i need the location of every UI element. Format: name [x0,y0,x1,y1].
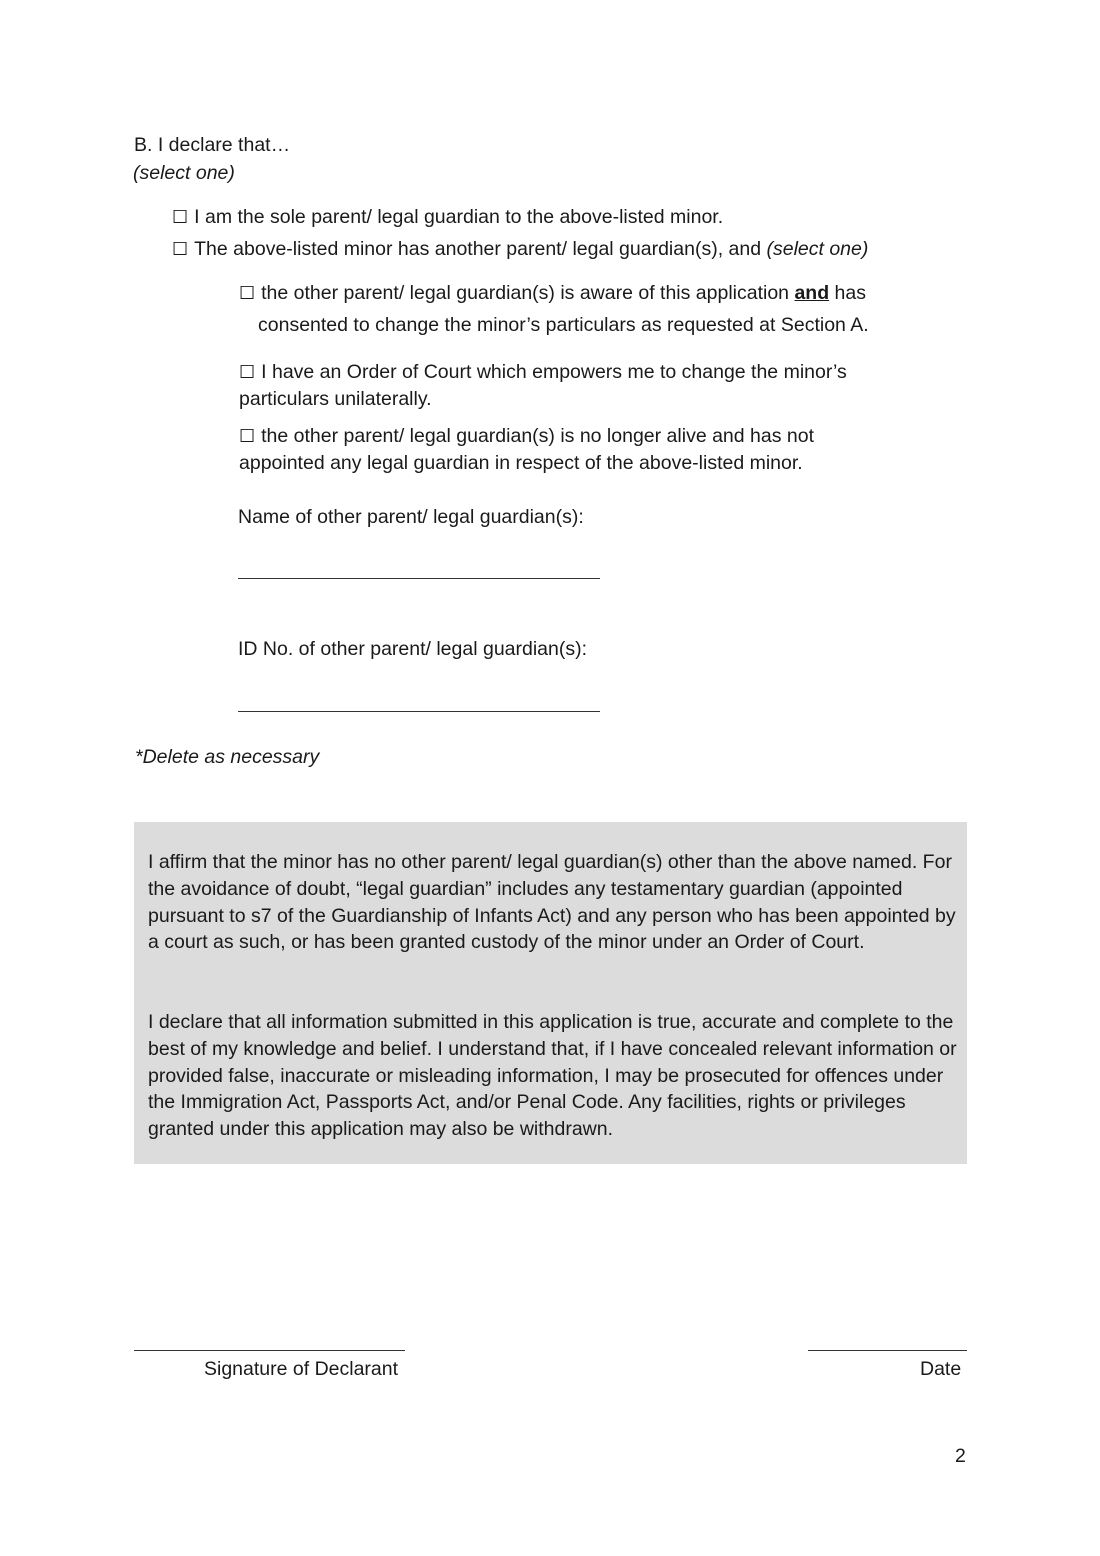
other-id-label: ID No. of other parent/ legal guardian(s): [238,638,588,660]
select-one-hint: (select one) [133,162,235,184]
suboption-deceased-text: the other parent/ legal guardian(s) is no longer alive and has not [261,425,814,447]
signature-line[interactable] [134,1350,405,1351]
option-another-hint: (select one) [766,238,869,260]
other-id-field[interactable] [238,711,600,712]
suboption-aware-has: has [834,282,866,304]
suboption-aware-text: the other parent/ legal guardian(s) is aware of this application [261,282,790,304]
delete-as-necessary-note: *Delete as necessary [135,746,320,768]
declaration-paragraph: I declare that all information submitted in this application is true, accurate and complete to the best of my knowledge and belief. I understand that, if I have concealed relevant information or provided false, inaccurate or misleading information, I may be prosecuted for offences under the Immigration Act, Passports Act, and/or Penal Code. Any facilities, rights or privileges granted under this application may also be withdrawn. [148,1011,957,1141]
suboption-aware-line2: consented to change the minor’s particulars as requested at Section A. [258,314,869,336]
option-sole-parent[interactable] [172,206,723,229]
signature-label: Signature of Declarant [204,1358,399,1380]
date-line[interactable] [808,1350,967,1351]
checkbox-icon[interactable]: ☐ [172,239,189,260]
checkbox-icon[interactable]: ☐ [172,207,189,228]
other-name-label: Name of other parent/ legal guardian(s): [238,506,584,528]
other-name-field[interactable] [238,578,600,579]
option-another-parent[interactable] [172,238,868,261]
option-sole-parent-label: I am the sole parent/ legal guardian to the above-listed minor. [194,206,724,228]
section-heading: B. I declare that… [134,134,291,156]
suboption-deceased-line2: appointed any legal guardian in respect of the above-listed minor. [239,452,803,474]
checkbox-icon[interactable]: ☐ [239,362,256,383]
date-label: Date [920,1358,962,1380]
suboption-aware-and: and [794,282,830,304]
suboption-court-order-line2: particulars unilaterally. [239,388,432,410]
affirmation-box [134,822,967,1164]
checkbox-icon[interactable]: ☐ [239,283,256,304]
suboption-court-order-text: I have an Order of Court which empowers me to change the minor’s [261,361,847,383]
checkbox-icon[interactable]: ☐ [239,426,256,447]
suboption-aware[interactable] [239,282,866,305]
suboption-court-order[interactable] [239,361,847,384]
affirmation-paragraph: I affirm that the minor has no other parent/ legal guardian(s) other than the above named. For the avoidance of doubt, “legal guardian” includes any testamentary guardian (appointed pursuant to s7 of the Guardianship of Infants Act) and any person who has been appointed by a court as such, or has been granted custody of the minor under an Order of Court. [148,851,956,954]
page-number: 2 [955,1445,966,1467]
option-another-parent-label: The above-listed minor has another parent/ legal guardian(s), and [194,238,762,260]
suboption-deceased[interactable] [239,425,814,448]
